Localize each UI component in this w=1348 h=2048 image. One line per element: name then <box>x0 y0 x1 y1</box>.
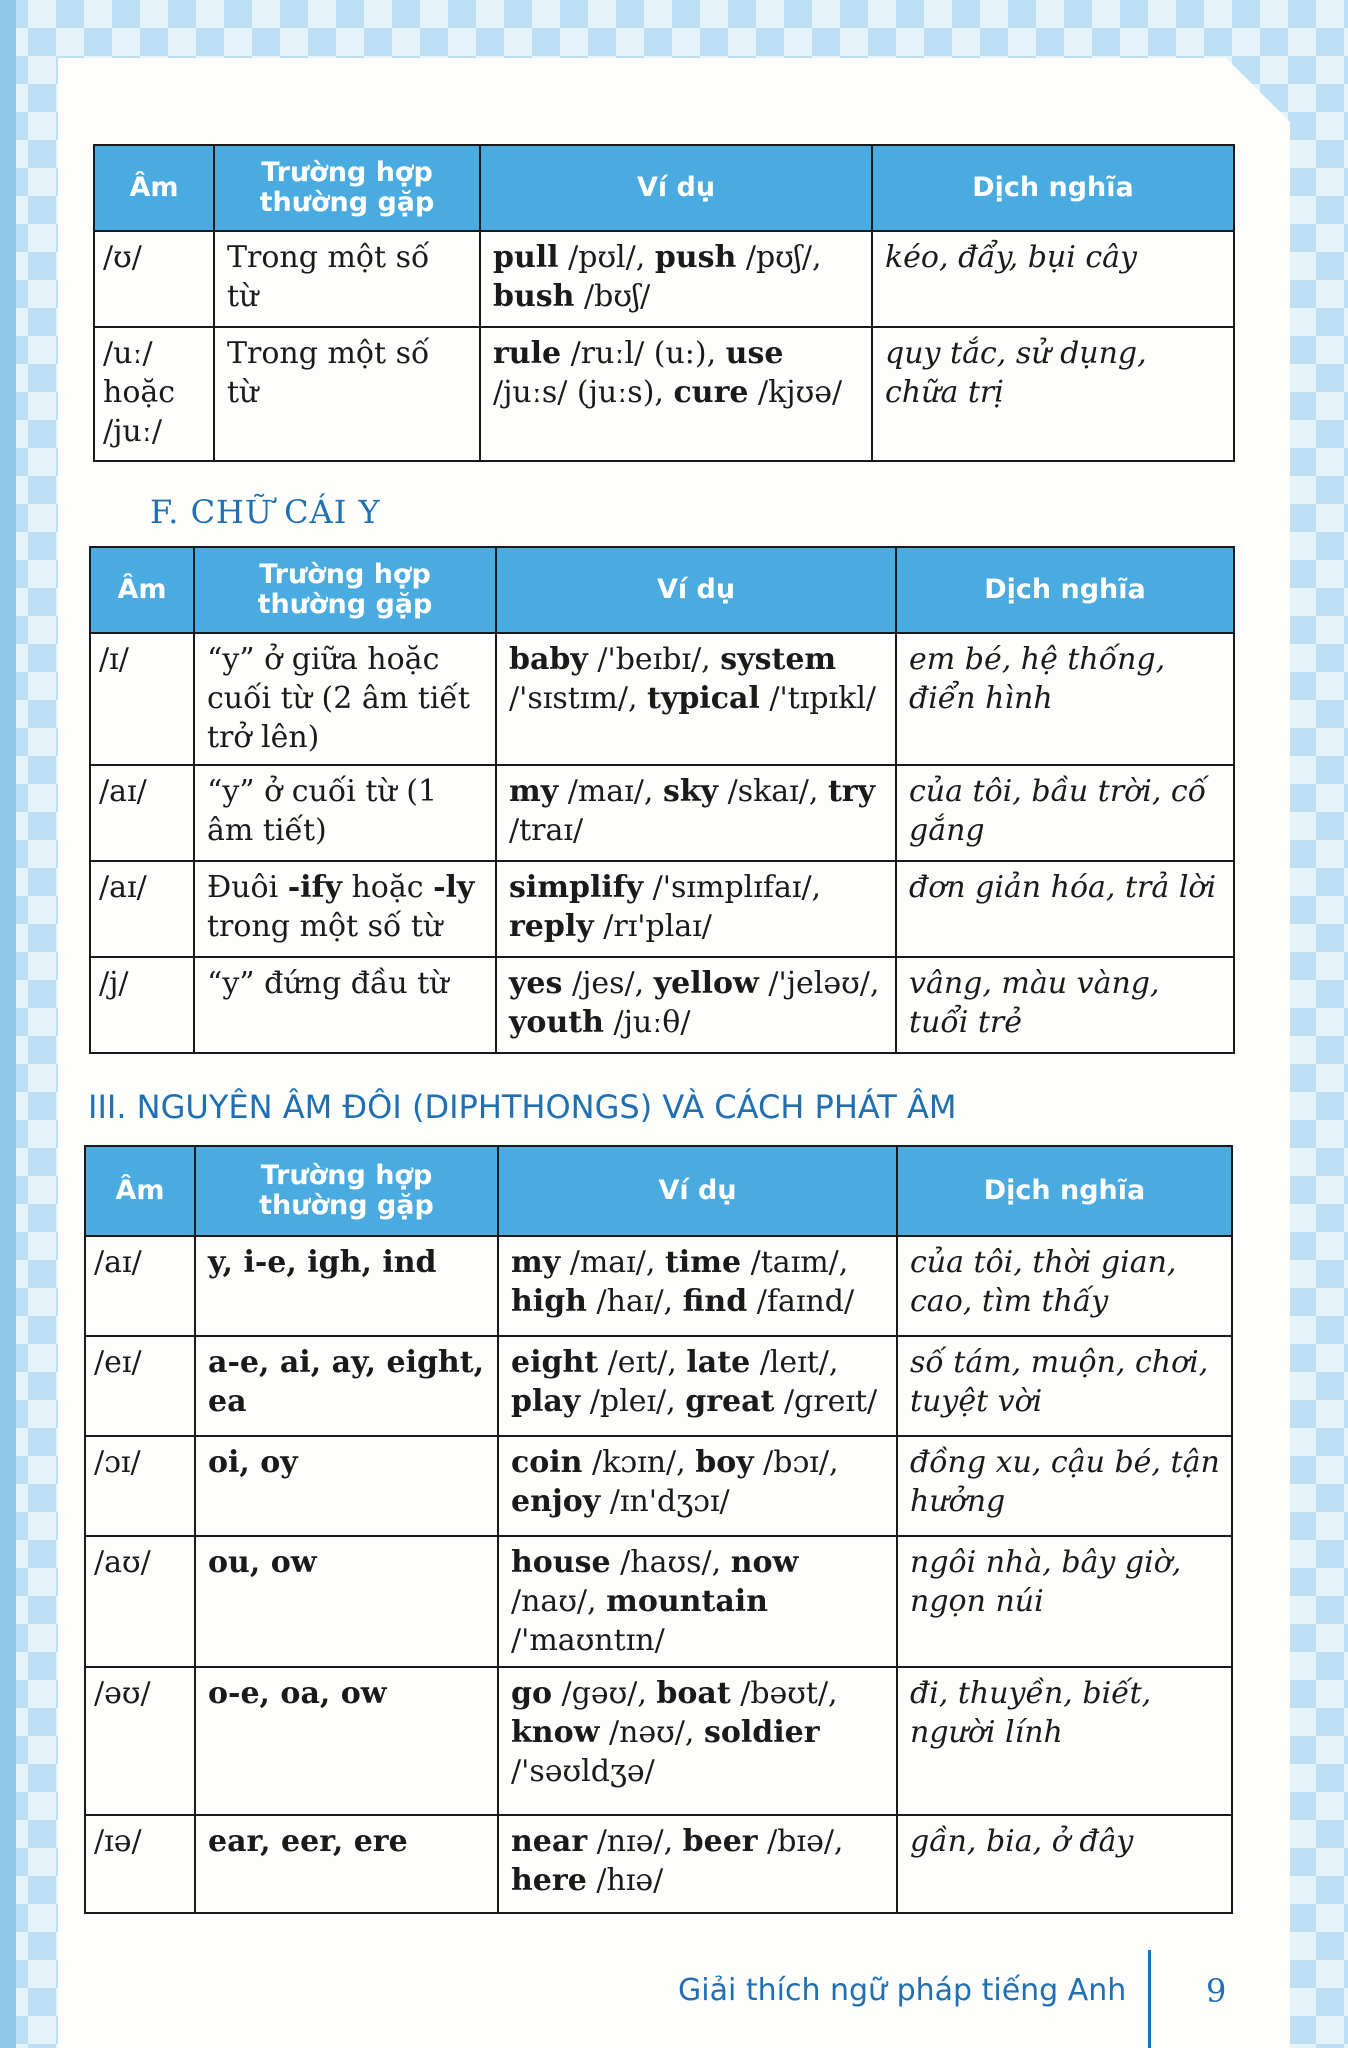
table-row <box>85 1436 1232 1536</box>
cell-sound: /aʊ/ <box>85 1536 195 1667</box>
cell-sound: /ɔɪ/ <box>85 1436 195 1536</box>
cell-meaning: đồng xu, cậu bé, tận hưởng <box>897 1436 1232 1536</box>
table-row <box>90 765 1234 861</box>
cell-example: baby /'beɪbɪ/, system /'sɪstɪm/, typical /'tɪpɪkl/ <box>496 633 896 765</box>
cell-sound: /ɪə/ <box>85 1815 195 1913</box>
cell-example: pull /pʊl/, push /pʊʃ/, bush /bʊʃ/ <box>480 231 872 327</box>
cell-example: go /gəʊ/, boat /bəʊt/, know /nəʊ/, soldier /'səʊldʒə/ <box>498 1667 897 1815</box>
col-header-meaning: Dịch nghĩa <box>897 1146 1232 1236</box>
cell-example: yes /jes/, yellow /'jeləʊ/, youth /juːθ/ <box>496 957 896 1053</box>
col-header-am: Âm <box>90 547 194 633</box>
cell-example: simplify /'sɪmplɪfaɪ/, reply /rɪ'plaɪ/ <box>496 861 896 957</box>
vowel-u-table <box>93 144 1235 462</box>
cell-sound: /aɪ/ <box>90 765 194 861</box>
book-spine <box>0 0 16 2048</box>
col-header-meaning: Dịch nghĩa <box>872 145 1234 231</box>
cell-meaning: của tôi, thời gian, cao, tìm thấy <box>897 1236 1232 1336</box>
page-number: 9 <box>1206 1972 1227 2010</box>
col-header-am: Âm <box>85 1146 195 1236</box>
col-header-am: Âm <box>94 145 214 231</box>
cell-example: coin /kɔɪn/, boy /bɔɪ/, enjoy /ɪn'dʒɔɪ/ <box>498 1436 897 1536</box>
cell-example: my /maɪ/, time /taɪm/, high /haɪ/, find /faɪnd/ <box>498 1236 897 1336</box>
col-header-example: Ví dụ <box>480 145 872 231</box>
cell-sound: /ɪ/ <box>90 633 194 765</box>
table-row <box>85 1236 1232 1336</box>
table-row <box>85 1667 1232 1815</box>
cell-case: y, i-e, igh, ind <box>195 1236 498 1336</box>
section-f-heading: F. CHỮ CÁI Y <box>150 493 381 531</box>
cell-example: house /haʊs/, now /naʊ/, mountain /'maʊntɪn/ <box>498 1536 897 1667</box>
cell-sound: /j/ <box>90 957 194 1053</box>
cell-example: near /nɪə/, beer /bɪə/, here /hɪə/ <box>498 1815 897 1913</box>
table-row <box>85 1536 1232 1667</box>
table-row <box>90 861 1234 957</box>
cell-meaning: ngôi nhà, bây giờ, ngọn núi <box>897 1536 1232 1667</box>
letter-y-table <box>89 546 1235 1054</box>
cell-case: “y” đứng đầu từ <box>194 957 496 1053</box>
cell-example: eight /eɪt/, late /leɪt/, play /pleɪ/, great /greɪt/ <box>498 1336 897 1436</box>
cell-case: Đuôi -ify hoặc -ly trong một số từ <box>194 861 496 957</box>
cell-sound: /ʊ/ <box>94 231 214 327</box>
cell-meaning: gần, bia, ở đây <box>897 1815 1232 1913</box>
section-iii-heading: III. NGUYÊN ÂM ĐÔI (DIPHTHONGS) VÀ CÁCH PHÁT ÂM <box>88 1088 957 1126</box>
cell-meaning: kéo, đẩy, bụi cây <box>872 231 1234 327</box>
cell-case: Trong một số từ <box>214 327 480 461</box>
cell-case: o-e, oa, ow <box>195 1667 498 1815</box>
cell-sound: /aɪ/ <box>85 1236 195 1336</box>
cell-example: my /maɪ/, sky /skaɪ/, try /traɪ/ <box>496 765 896 861</box>
cell-meaning: của tôi, bầu trời, cố gắng <box>896 765 1234 861</box>
cell-meaning: đi, thuyền, biết, người lính <box>897 1667 1232 1815</box>
cell-example: rule /ruːl/ (u:), use /juːs/ (juːs), cure /kjʊə/ <box>480 327 872 461</box>
col-header-example: Ví dụ <box>496 547 896 633</box>
diphthong-table <box>84 1145 1233 1914</box>
col-header-case: Trường hợp thường gặp <box>195 1146 498 1236</box>
cell-case: ear, eer, ere <box>195 1815 498 1913</box>
cell-case: a-e, ai, ay, eight, ea <box>195 1336 498 1436</box>
col-header-case: Trường hợp thường gặp <box>194 547 496 633</box>
cell-sound: /uː/ hoặc /juː/ <box>94 327 214 461</box>
table-row <box>94 327 1234 461</box>
cell-sound: /eɪ/ <box>85 1336 195 1436</box>
col-header-case: Trường hợp thường gặp <box>214 145 480 231</box>
footer-book-title: Giải thích ngữ pháp tiếng Anh <box>678 1973 1127 2008</box>
table-row <box>90 957 1234 1053</box>
cell-meaning: quy tắc, sử dụng, chữa trị <box>872 327 1234 461</box>
cell-sound: /əʊ/ <box>85 1667 195 1815</box>
cell-meaning: em bé, hệ thống, điển hình <box>896 633 1234 765</box>
table-row <box>85 1336 1232 1436</box>
cell-case: oi, oy <box>195 1436 498 1536</box>
cell-meaning: vâng, màu vàng, tuổi trẻ <box>896 957 1234 1053</box>
table-row <box>85 1815 1232 1913</box>
cell-meaning: số tám, muộn, chơi, tuyệt vời <box>897 1336 1232 1436</box>
footer-divider <box>1148 1950 1151 2048</box>
cell-meaning: đơn giản hóa, trả lời <box>896 861 1234 957</box>
cell-case: “y” ở giữa hoặc cuối từ (2 âm tiết trở lên) <box>194 633 496 765</box>
table-row <box>94 231 1234 327</box>
cell-sound: /aɪ/ <box>90 861 194 957</box>
table-row <box>90 633 1234 765</box>
cell-case: ou, ow <box>195 1536 498 1667</box>
cell-case: “y” ở cuối từ (1 âm tiết) <box>194 765 496 861</box>
cell-case: Trong một số từ <box>214 231 480 327</box>
col-header-example: Ví dụ <box>498 1146 897 1236</box>
col-header-meaning: Dịch nghĩa <box>896 547 1234 633</box>
